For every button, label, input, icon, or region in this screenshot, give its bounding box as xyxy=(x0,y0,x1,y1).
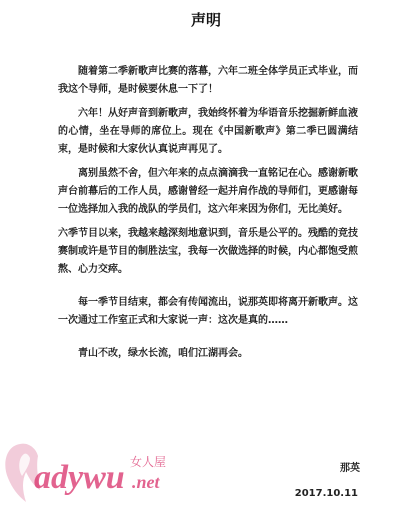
paragraph-4: 六季节目以来，我越来越深刻地意识到，音乐是公平的。残酷的竞技赛制或许是节目的制胜法宝，我每一次做选择的时候，内心都饱受煎熬、心力交瘁。 xyxy=(58,228,358,275)
document-date: 2017.10.11 xyxy=(294,488,358,499)
watermark-chinese-text: 女人屋 xyxy=(130,455,167,469)
document-title: 声明 xyxy=(190,11,221,29)
signature: 那英 xyxy=(340,463,360,474)
document-body xyxy=(58,63,358,369)
watermark-brand-suffix: .net xyxy=(132,472,160,492)
paragraph-3: 离别虽然不舍，但六年来的点点滴滴我一直铭记在心。感谢新歌声台前幕后的工作人员，感谢曾经一起并肩作战的导师们，更感谢每一位选择加入我的战队的学员们，这六年来因为你们，无比美好。 xyxy=(58,168,358,215)
watermark-brand-text: adywu xyxy=(34,459,125,496)
paragraph-2: 六年！从好声音到新歌声，我始终怀着为华语音乐挖掘新鲜血液的心情，坐在导师的席位上。现在《中国新歌声》第二季已圆满结束，是时候和大家伙认真说声再见了。 xyxy=(58,108,358,155)
paragraph-1: 随着第二季新歌声比赛的落幕，六年二班全体学员正式毕业，而我这个导师，是时候要休息一下了！ xyxy=(58,66,358,95)
site-watermark-logo xyxy=(0,430,170,508)
paragraph-5: 每一季节目结束，都会有传闻流出，说那英即将离开新歌声。这一次通过工作室正式和大家说一声：这次是真的…… xyxy=(58,297,358,326)
paragraph-6: 青山不改，绿水长流，咱们江湖再会。 xyxy=(78,348,248,359)
